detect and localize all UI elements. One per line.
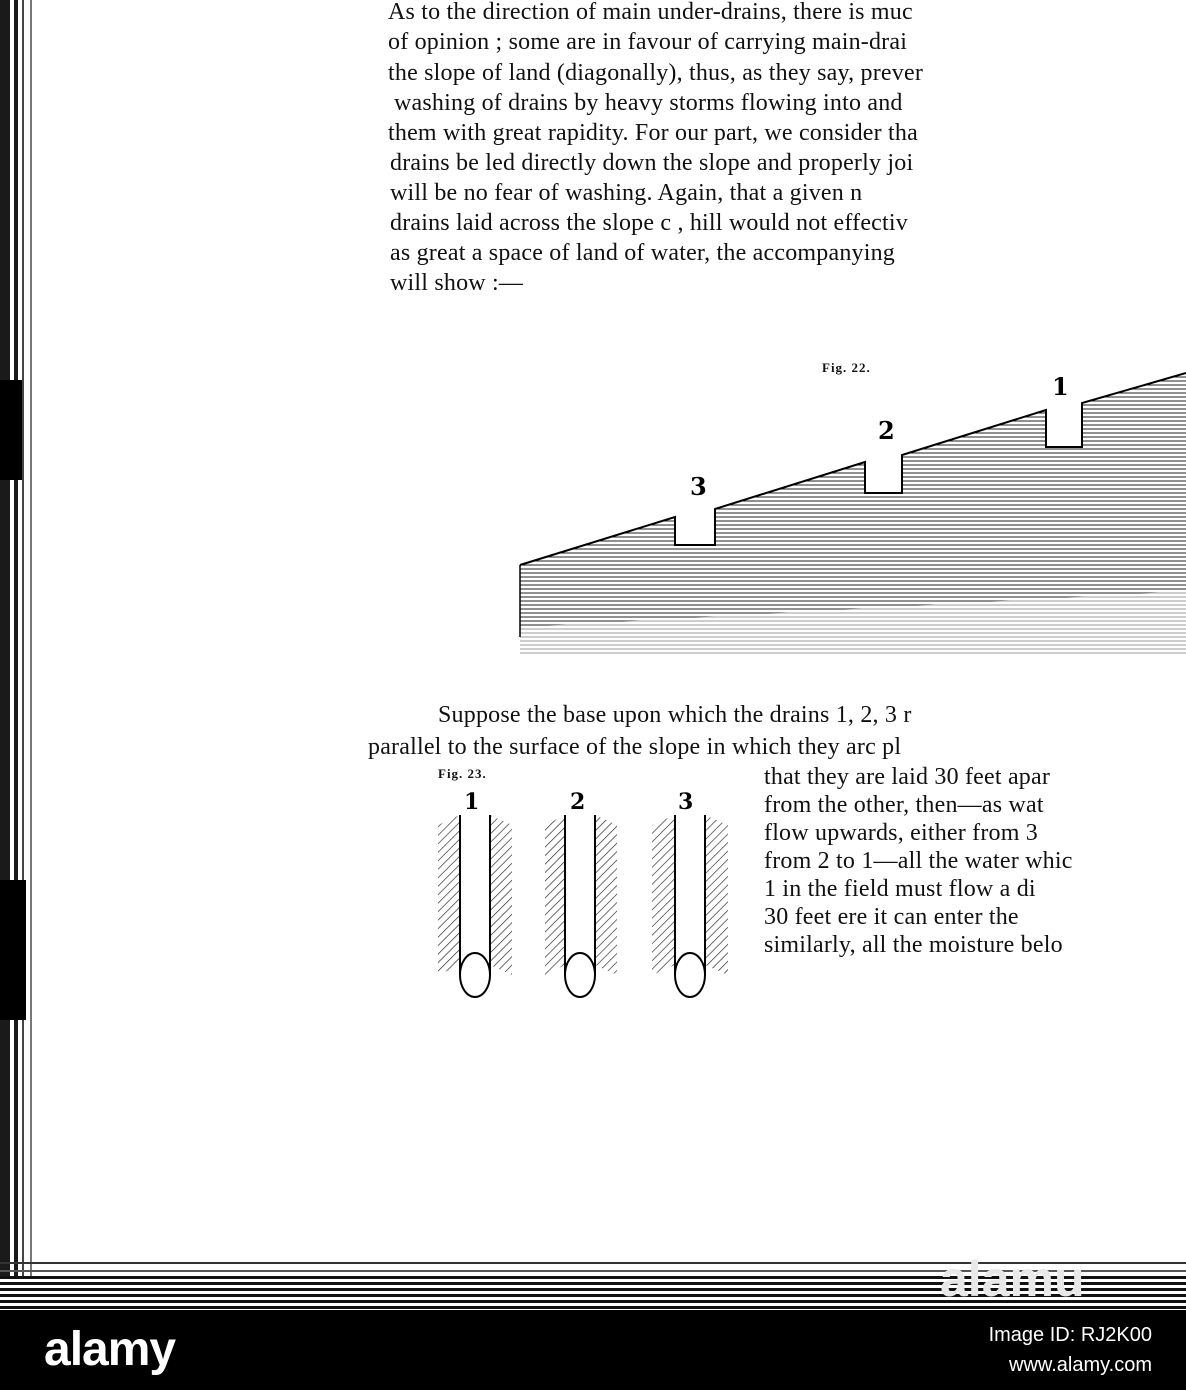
pipe-1 bbox=[438, 815, 512, 997]
pipe-2 bbox=[545, 815, 617, 997]
figure-23-pipe-diagram bbox=[420, 785, 750, 1015]
text-line: 1 in the field must flow a di bbox=[764, 876, 1036, 902]
figure-22-caption: Fig. 22. bbox=[822, 360, 871, 375]
pipe-label-3: 3 bbox=[678, 789, 694, 815]
drain-label-1: 1 bbox=[1052, 372, 1069, 401]
figure-22-slope-diagram bbox=[510, 355, 1186, 655]
text-line: washing of drains by heavy storms flowing into and bbox=[394, 90, 903, 116]
text-line: from 2 to 1—all the water whic bbox=[764, 848, 1073, 874]
watermark-text: alamu bbox=[940, 1251, 1085, 1307]
text-line: that they are laid 30 feet apar bbox=[764, 764, 1051, 790]
gutter-line bbox=[14, 0, 18, 1300]
image-id: Image ID: RJ2K00 bbox=[988, 1324, 1152, 1346]
stock-footer bbox=[0, 1310, 1186, 1390]
gutter-mark bbox=[0, 380, 22, 480]
alamy-logo: alamy bbox=[44, 1323, 176, 1376]
text-line: them with great rapidity. For our part, we consider tha bbox=[388, 120, 918, 146]
text-line: from the other, then—as wat bbox=[764, 792, 1044, 818]
text-line: As to the direction of main under-drains, there is muc bbox=[388, 0, 913, 25]
text-line: will show :— bbox=[390, 270, 524, 296]
figure-23-caption: Fig. 23. bbox=[438, 766, 487, 781]
drain-label-2: 2 bbox=[878, 416, 895, 445]
text-line: drains laid across the slope c , hill would not effectiv bbox=[390, 210, 908, 236]
drain-label-3: 3 bbox=[690, 472, 707, 501]
text-line: will be no fear of washing. Again, that a given n bbox=[390, 180, 863, 206]
text-line: the slope of land (diagonally), thus, as they say, prever bbox=[388, 60, 924, 86]
pipe-3 bbox=[652, 815, 728, 997]
text-line: flow upwards, either from 3 bbox=[764, 820, 1038, 846]
binding-gutter bbox=[0, 0, 62, 1300]
gutter-line bbox=[30, 0, 32, 1300]
pipe-label-1: 1 bbox=[464, 789, 480, 815]
text-line: of opinion ; some are in favour of carrying main-drai bbox=[388, 29, 908, 55]
gutter-mark bbox=[0, 880, 26, 1020]
pipe-label-2: 2 bbox=[570, 789, 586, 815]
paragraph-1 bbox=[388, 0, 924, 296]
footer-url: www.alamy.com bbox=[1009, 1354, 1152, 1376]
gutter-shadow bbox=[0, 0, 10, 1300]
text-line: similarly, all the moisture belo bbox=[764, 932, 1063, 958]
text-line: 30 feet ere it can enter the bbox=[764, 904, 1019, 930]
text-line: Suppose the base upon which the drains 1, 2, 3 r bbox=[438, 702, 912, 728]
text-line: as great a space of land of water, the accompanying bbox=[390, 240, 896, 266]
gutter-line bbox=[22, 0, 24, 1300]
text-line: drains be led directly down the slope and properly joi bbox=[390, 150, 914, 176]
text-line: parallel to the surface of the slope in which they arc pl bbox=[368, 734, 902, 760]
